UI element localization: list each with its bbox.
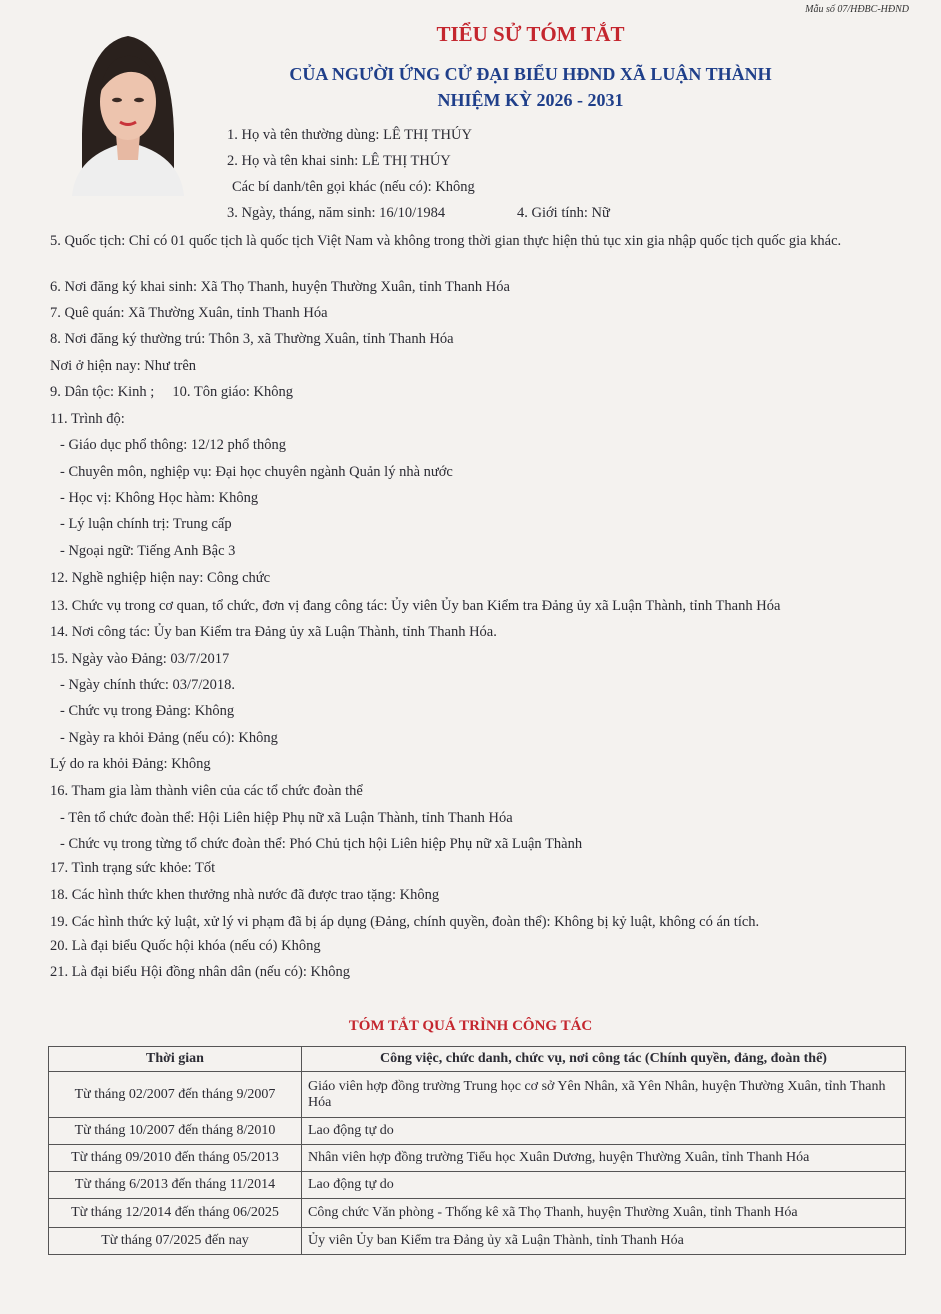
field-permanent-residence: 8. Nơi đăng ký thường trú: Thôn 3, xã Thường Xuân, tỉnh Thanh Hóa <box>50 331 454 347</box>
field-organization-position: - Chức vụ trong từng tổ chức đoàn thể: Phó Chủ tịch hội Liên hiệp Phụ nữ xã Luận Thành <box>60 836 583 852</box>
field-foreign-language: - Ngoại ngữ: Tiếng Anh Bậc 3 <box>60 543 236 559</box>
field-awards: 18. Các hình thức khen thưởng nhà nước đã được trao tặng: Không <box>50 887 440 903</box>
table-cell-work: Công chức Văn phòng - Thống kê xã Thọ Thanh, huyện Thường Xuân, tỉnh Thanh Hóa <box>302 1199 906 1228</box>
field-party-official-date: - Ngày chính thức: 03/7/2018. <box>60 677 235 693</box>
table-row <box>49 1145 906 1172</box>
table-cell-time: Từ tháng 12/2014 đến tháng 06/2025 <box>49 1199 302 1228</box>
field-education-heading: 11. Trình độ: <box>50 411 125 427</box>
field-hometown: 7. Quê quán: Xã Thường Xuân, tỉnh Thanh Hóa <box>50 305 328 321</box>
field-professional: - Chuyên môn, nghiệp vụ: Đại học chuyên ngành Quản lý nhà nước <box>60 464 453 480</box>
table-row <box>49 1072 906 1118</box>
field-nationality: 5. Quốc tịch: Chỉ có 01 quốc tịch là quốc tịch Việt Nam và không trong thời gian thực hiện thủ tục xin gia nhập quốc tịch quốc gia khác. <box>50 233 842 249</box>
field-party-position: - Chức vụ trong Đảng: Không <box>60 703 235 719</box>
document-title: TIỂU SỬ TÓM TẮT <box>436 22 625 46</box>
document-subtitle: CỦA NGƯỜI ỨNG CỬ ĐẠI BIỂU HĐND XÃ LUẬN THÀNH <box>289 64 772 84</box>
table-row <box>49 1228 906 1255</box>
field-position: 13. Chức vụ trong cơ quan, tổ chức, đơn vị đang công tác: Ủy viên Ủy ban Kiểm tra Đảng ủy xã Luận Thành, tỉnh Thanh Hóa <box>50 598 781 614</box>
table-cell-work: Lao động tự do <box>302 1172 906 1199</box>
field-aliases: Các bí danh/tên gọi khác (nếu có): Không <box>232 179 475 195</box>
field-birth-registration: 6. Nơi đăng ký khai sinh: Xã Thọ Thanh, huyện Thường Xuân, tỉnh Thanh Hóa <box>50 279 510 295</box>
table-cell-time: Từ tháng 09/2010 đến tháng 05/2013 <box>49 1145 302 1172</box>
document-term: NHIỆM KỲ 2026 - 2031 <box>437 90 624 110</box>
field-peoples-council: 21. Là đại biểu Hội đồng nhân dân (nếu có): Không <box>50 964 350 980</box>
field-general-education: - Giáo dục phổ thông: 12/12 phổ thông <box>60 437 286 453</box>
field-birth-date: 3. Ngày, tháng, năm sinh: 16/10/1984 <box>227 205 446 221</box>
table-cell-time: Từ tháng 07/2025 đến nay <box>49 1228 302 1255</box>
field-occupation: 12. Nghề nghiệp hiện nay: Công chức <box>50 570 271 586</box>
field-ethnicity-religion: 9. Dân tộc: Kinh ; 10. Tôn giáo: Không <box>50 384 293 400</box>
table-cell-time: Từ tháng 10/2007 đến tháng 8/2010 <box>49 1118 302 1145</box>
field-common-name: 1. Họ và tên thường dùng: LÊ THỊ THÚY <box>227 127 472 143</box>
field-organization-name: - Tên tổ chức đoàn thể: Hội Liên hiệp Phụ nữ xã Luận Thành, tỉnh Thanh Hóa <box>60 810 513 826</box>
field-organizations-heading: 16. Tham gia làm thành viên của các tổ chức đoàn thể <box>50 783 363 799</box>
table-row <box>49 1118 906 1145</box>
table-cell-work: Giáo viên hợp đồng trường Trung học cơ sở Yên Nhân, xã Yên Nhân, huyện Thường Xuân, tỉnh Thanh Hóa <box>302 1072 906 1118</box>
table-row <box>49 1199 906 1228</box>
field-birth-name: 2. Họ và tên khai sinh: LÊ THỊ THÚY <box>227 153 451 169</box>
table-row <box>49 1172 906 1199</box>
field-party-leave-date: - Ngày ra khỏi Đảng (nếu có): Không <box>60 730 278 746</box>
table-cell-time: Từ tháng 02/2007 đến tháng 9/2007 <box>49 1072 302 1118</box>
field-party-leave-reason: Lý do ra khỏi Đảng: Không <box>50 756 211 772</box>
field-national-assembly: 20. Là đại biểu Quốc hội khóa (nếu có) Không <box>50 938 321 954</box>
field-gender: 4. Giới tính: Nữ <box>517 205 610 221</box>
table-cell-work: Ủy viên Ủy ban Kiểm tra Đảng ủy xã Luận Thành, tỉnh Thanh Hóa <box>302 1228 906 1255</box>
work-history-table <box>48 1046 906 1255</box>
field-discipline: 19. Các hình thức kỷ luật, xử lý vi phạm đã bị áp dụng (Đảng, chính quyền, đoàn thể): Không bị kỷ luật, không có án tích. <box>50 914 760 930</box>
work-history-title: TÓM TẮT QUÁ TRÌNH CÔNG TÁC <box>348 1018 593 1034</box>
table-cell-time: Từ tháng 6/2013 đến tháng 11/2014 <box>49 1172 302 1199</box>
field-workplace: 14. Nơi công tác: Ủy ban Kiểm tra Đảng ủy xã Luận Thành, tỉnh Thanh Hóa. <box>50 624 497 640</box>
field-current-residence: Nơi ở hiện nay: Như trên <box>50 358 197 374</box>
column-header-time: Thời gian <box>49 1047 302 1072</box>
field-degree: - Học vị: Không Học hàm: Không <box>60 490 259 506</box>
table-cell-work: Nhân viên hợp đồng trường Tiểu học Xuân Dương, huyện Thường Xuân, tỉnh Thanh Hóa <box>302 1145 906 1172</box>
field-political-theory: - Lý luận chính trị: Trung cấp <box>60 516 232 532</box>
table-cell-work: Lao động tự do <box>302 1118 906 1145</box>
form-code: Mẫu số 07/HĐBC-HĐND <box>805 4 909 15</box>
field-health: 17. Tình trạng sức khỏe: Tốt <box>50 860 216 876</box>
column-header-work: Công việc, chức danh, chức vụ, nơi công tác (Chính quyền, đảng, đoàn thể) <box>302 1047 906 1072</box>
table-header-row <box>49 1047 906 1072</box>
field-party-join-date: 15. Ngày vào Đảng: 03/7/2017 <box>50 651 230 667</box>
